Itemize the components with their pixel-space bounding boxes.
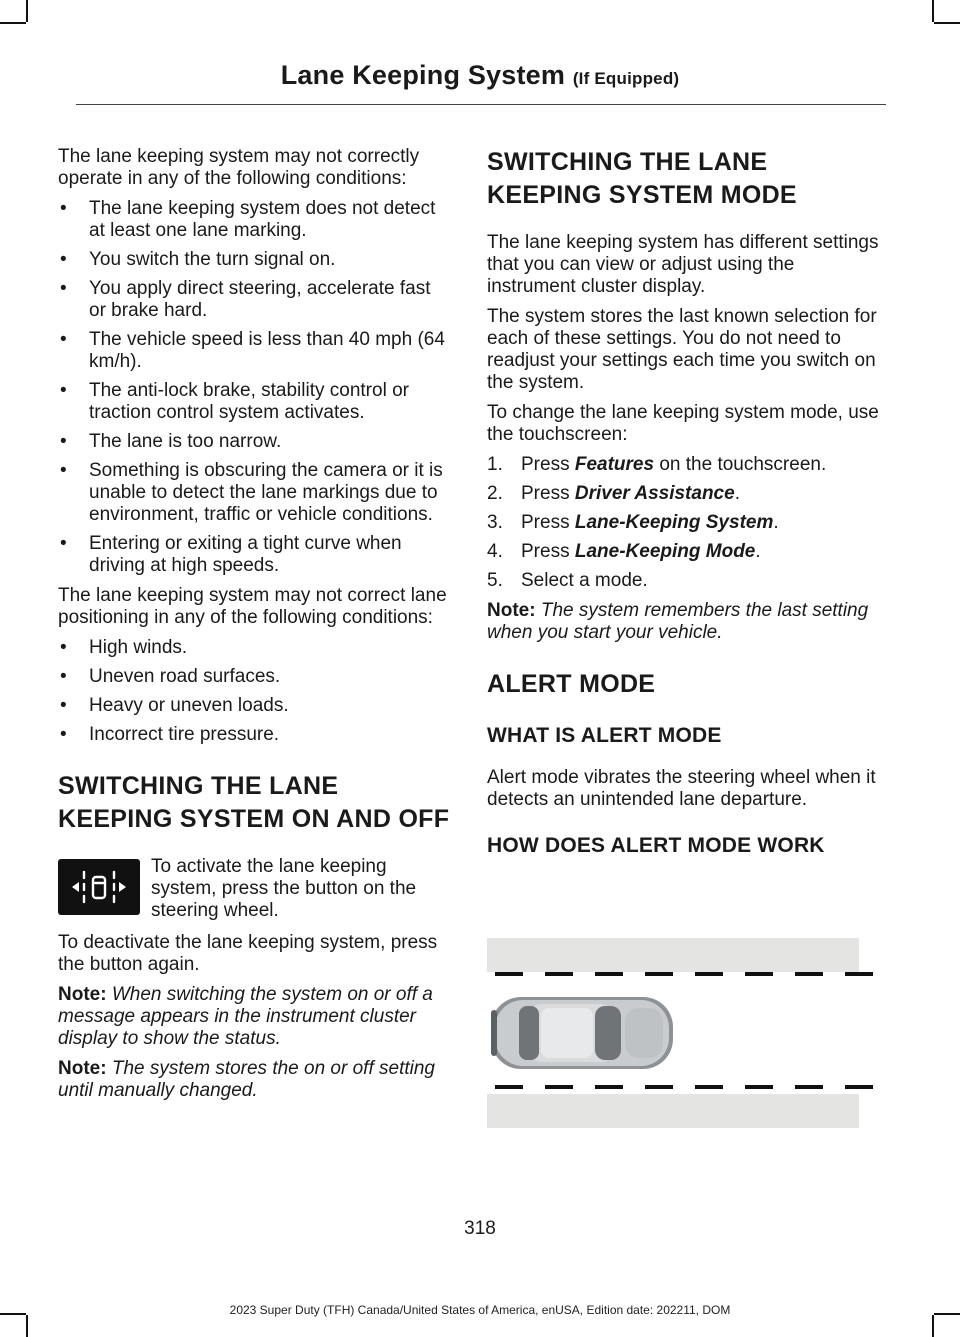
step-text: Press: [521, 454, 575, 475]
step-menu-label: Lane-Keeping Mode: [574, 541, 756, 562]
list-item: • The lane keeping system does not detect at least one lane marking.: [58, 198, 450, 242]
step-text: .: [734, 483, 740, 504]
crop-mark: [0, 22, 26, 24]
list-item: • Entering or exiting a tight curve when driving at high speeds.: [58, 533, 450, 577]
list-item: • Uneven road surfaces.: [58, 666, 450, 688]
list-item: • You apply direct steering, accelerate fast or brake hard.: [58, 278, 450, 322]
step-text: .: [755, 541, 761, 562]
page-header: [0, 60, 960, 91]
crop-mark: [934, 22, 960, 24]
step-text: .: [773, 512, 779, 533]
note-remember: [487, 600, 882, 644]
crop-mark: [26, 0, 28, 22]
crop-mark: [932, 1315, 934, 1337]
heading-mode: SWITCHING THE LANE KEEPING SYSTEM MODE: [487, 148, 797, 209]
car-top-view: [491, 997, 673, 1069]
step-number: 5.: [487, 570, 503, 591]
step-number: 3.: [487, 512, 503, 533]
left-column: [58, 146, 450, 1110]
page-number: 318: [464, 1218, 496, 1239]
deactivate-text: To deactivate the lane keeping system, press the button again.: [58, 932, 438, 975]
header-title: Lane Keeping System: [280, 60, 566, 90]
step-menu-label: Lane-Keeping System: [574, 512, 774, 533]
list-item: • The anti-lock brake, stability control or traction control system activates.: [58, 380, 450, 424]
list-item: • You switch the turn signal on.: [58, 249, 450, 271]
conditions-intro: The lane keeping system may not correctly operate in any of the following conditions:: [58, 146, 420, 189]
list-item: • Incorrect tire pressure.: [58, 724, 450, 746]
note-on-off-status: [58, 984, 450, 1050]
conditions-list: [58, 198, 450, 577]
note-stored-setting: [58, 1058, 450, 1102]
step-number: 2.: [487, 483, 503, 504]
note-text: The system remembers the last setting when you start your vehicle.: [487, 600, 869, 643]
note-label: Note:: [58, 984, 107, 1005]
note-label: Note:: [487, 600, 536, 621]
header-subtitle: (If Equipped): [572, 69, 680, 88]
step-menu-label: Features: [574, 454, 655, 475]
lane-keeping-button-icon: [58, 859, 140, 915]
steps-list: [487, 454, 882, 592]
heading-what-is-alert-mode: WHAT IS ALERT MODE: [487, 724, 722, 747]
step-menu-label: Driver Assistance: [574, 483, 735, 504]
positioning-intro: The lane keeping system may not correct lane positioning in any of the following conditions:: [58, 585, 447, 628]
step-item: [487, 454, 882, 476]
alert-mode-text: Alert mode vibrates the steering wheel when it detects an unintended lane departure.: [487, 767, 876, 810]
header-rule: [76, 104, 886, 105]
step-number: 4.: [487, 541, 503, 562]
note-text: The system stores the on or off setting until manually changed.: [58, 1058, 435, 1101]
activate-row: [58, 856, 450, 922]
list-item: • Something is obscuring the camera or it is unable to detect the lane markings due to environment, traffic or vehicle conditions.: [58, 460, 450, 526]
step-item: [487, 541, 882, 563]
step-text: Press: [521, 483, 575, 504]
list-item: • The lane is too narrow.: [58, 431, 450, 453]
heading-alert-mode: ALERT MODE: [487, 670, 656, 698]
lane-diagram: [487, 938, 879, 1128]
list-item: • The vehicle speed is less than 40 mph (64 km/h).: [58, 329, 450, 373]
step-item: [487, 570, 882, 592]
heading-on-off: SWITCHING THE LANE KEEPING SYSTEM ON AND OFF: [58, 772, 450, 833]
mode-paragraph-3: To change the lane keeping system mode, use the touchscreen:: [487, 402, 879, 445]
mode-paragraph-1: The lane keeping system has different settings that you can view or adjust using the instrument cluster display.: [487, 232, 879, 297]
step-item: [487, 483, 882, 505]
page-footer: 2023 Super Duty (TFH) Canada/United States of America, enUSA, Edition date: 202211, DOM: [229, 1303, 731, 1317]
step-item: [487, 512, 882, 534]
crop-mark: [932, 0, 934, 22]
heading-how-alert-mode-works: HOW DOES ALERT MODE WORK: [487, 834, 825, 857]
list-item: • Heavy or uneven loads.: [58, 695, 450, 717]
activate-text: To activate the lane keeping system, press the button on the steering wheel.: [151, 856, 417, 921]
step-text: Press: [521, 541, 575, 562]
mode-paragraph-2: The system stores the last known selection for each of these settings. You do not need to readjust your settings each time you switch on the system.: [487, 306, 877, 393]
positioning-list: [58, 637, 450, 746]
step-number: 1.: [487, 454, 503, 475]
step-text: Press: [521, 512, 575, 533]
step-text: on the touchscreen.: [654, 454, 827, 475]
right-column: [487, 146, 882, 877]
crop-mark: [26, 1315, 28, 1337]
note-text: When switching the system on or off a message appears in the instrument cluster display to show the status.: [58, 984, 433, 1049]
step-text: Select a mode.: [521, 570, 648, 591]
note-label: Note:: [58, 1058, 107, 1079]
list-item: • High winds.: [58, 637, 450, 659]
